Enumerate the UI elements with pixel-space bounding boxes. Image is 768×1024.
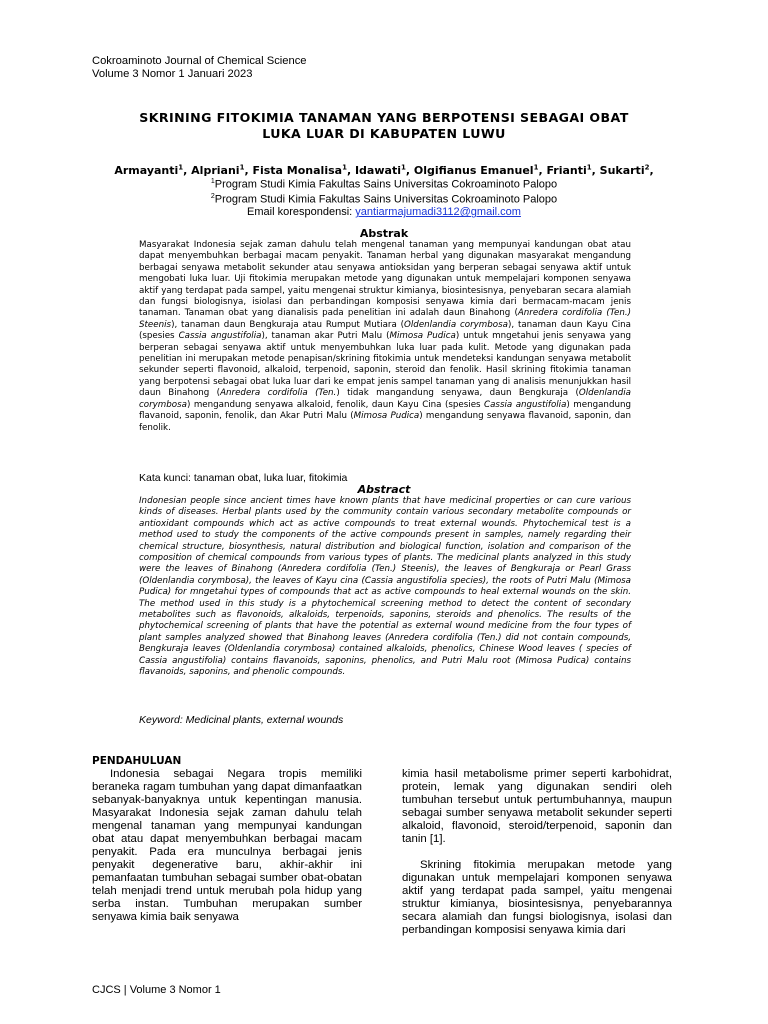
affiliation: $^2$Program Studi Kimia Fakultas Sains Universitas Cokroaminoto Palopo [210,193,558,206]
abstrak-keywords: Kata kunci: tanaman obat, luka luar, fitokimia [139,472,348,484]
affiliations [92,176,676,219]
page-footer: CJCS | Volume 3 Nomor 1 [92,984,221,996]
left-column [92,768,362,924]
author: Armayanti$^1$, [114,163,192,177]
paragraph: Skrining fitokimia merupakan metode yang digunakan untuk mempelajari komponen senyawa aktif yang terdapat pada sampel, yaitu mengenai struktur kimianya, biosintesisnya, penyebarannya secara alamiah dan fungsi biologisnya, isolasi dan perbandingan komposisi senyawa kimia dari [402,859,672,936]
abstrak-body: Masyarakat Indonesia sejak zaman dahulu telah mengenal tanaman yang mempunyai kandungan obat atau dapat menyembuhkan berbagai macam penyakit. Tanaman herbal yang digunakan masyarakat mengandung berbagai senyawa metabolit sekunder atau senyawa antioksidan yang berperan sebagai senyawa aktif untuk mengobati luka luar. Uji fitokimia merupakan metode yang digunakan untuk mempelajari komponen senyawa aktif yang terdapat pada sampel, yaitu mengenai struktur kimianya, biosintesisnya, penyebaran secara alamiah dan fungsi biologisnya, isiolasi dan perbandingan komposisi senyawa kimia dari bermacam-macam jenis tanaman. Tanaman obat yang dianalisis pada penelitian ini adalah daun Binahong (Anredera cordifolia (Ten.) Steenis), tanaman daun Bengkuraja atau Rumput Mutiara (Oldenlandia corymbosa), tanaman daun Kayu Cina (spesies Cassia angustifolia), tanaman akar Putri Malu (Mimosa Pudica) untuk mngetahui jenis senyawa yang berperan sebagai senyawa aktif untuk menyembuhkan luka luar pada kulit. Metode yang digunakan pada penelitian ini merupakan metode penapisan/skrining fitokimia untuk mendeteksi kandungan senyawa metabolit sekunder seperti flavonoid, alkaloid, terpenoid, saponin, steroid dan fenolik. Hasil skrining fitokimia tanaman yang berpotensi sebagai obat luka luar dari ke empat jenis sampel tanaman yang di analisis menunjukkan hasil daun Binahong (Anredera cordifolia (Ten.) tidak mangandung senyawa, daun Bengkuraja (Oldenlandia corymbosa) mengandung senyawa alkaloid, fenolik, daun Kayu Cina (spesies Cassia angustifolia) mengandung flavanoid, saponin, fenolik, dan Akar Putri Malu (Mimosa Pudica) mengandung senyawa flavanoid, saponin, dan fenolik. [139,240,632,433]
paragraph: kimia hasil metabolisme primer seperti karbohidrat, protein, lemak yang digunakan sendiri oleh tumbuhan tersebut untuk pertumbuhannya, maupun sebagai sumber senyawa metabolit sekunder seperti alkaloid, flavonoid, steroid/terpenoid, saponin dan tanin [1]. [402,768,672,845]
journal-volume: Volume 3 Nomor 1 Januari 2023 [92,67,253,80]
title-line-1: SKRINING FITOKIMIA TANAMAN YANG BERPOTENSI SEBAGAI OBAT [139,110,629,125]
abstract-keywords: Keyword: Medicinal plants, external wounds [139,714,344,726]
email-link[interactable]: yantiarmajumadi3112@gmail.com [355,206,521,219]
author: Alpriani$^1$, [191,163,253,177]
author: Idawati$^1$, [354,163,414,177]
abstract-body: Indonesian people since ancient times have known plants that have medicinal properties or can cure various kinds of diseases. Herbal plants used by the community contain various secondary metabolite compounds or antioxidant compounds which act as active compounds to treat external wounds. Phytochemical test is a method used to study the components of the active compounds present in samples, namely regarding their chemical structure, biosynthesis, natural distribution and biological function, isolation and comparison of the composition of chemical compounds from various types of plants. The medicinal plants analyzed in this study were the leaves of Binahong (Anredera cordifolia (Ten.) Steenis), the leaves of Bengkuraja or Pearl Grass (Oldenlandia corymbosa), the leaves of Kayu cina (Cassia angustifolia species), the roots of Putri Malu (Mimosa Pudica) for mngetahui types of compounds that act as active compounds to heal external wounds on the skin. The method used in this study is a phytochemical screening method to detect the content of secondary metabolites such as flavonoids, alkaloids, terpenoids, saponins, steroids and phenolics. The results of the phytochemical screening of plants that have the potential as external wound medicine from the four types of plant samples analyzed showed that Binahong leaves (Anredera cordifolia (Ten.) did not contain compounds, Bengkuraja leaves (Oldenlandia corymbosa) contained alkaloids, phenolics, Chinese Wood leaves ( species of Cassia angustifolia) contains flavanoids, saponins, phenolics, and Putri Malu root (Mimosa Pudica) contains flavanoids, saponins, and phenolic compounds. [139,496,631,678]
section-heading-pendahuluan: PENDAHULUAN [92,755,182,767]
author-list [92,160,676,178]
author: Sukarti$^2$, [599,163,654,177]
paper-title [92,110,676,142]
email-line: Email korespondensi: yantiarmajumadi3112@gmail.com [247,206,521,219]
author: Olgifianus Emanuel$^1$, [413,163,547,177]
journal-header [92,55,307,80]
author: Fista Monalisa$^1$, [252,163,355,177]
abstrak-heading: Abstrak [359,227,409,240]
right-column [402,768,672,937]
author: Frianti$^1$, [546,163,600,177]
abstract-heading: Abstract [357,483,411,496]
journal-name: Cokroaminoto Journal of Chemical Science [92,55,307,67]
affiliation: $^1$Program Studi Kimia Fakultas Sains Universitas Cokroaminoto Palopo [210,178,558,191]
paragraph: Indonesia sebagai Negara tropis memiliki beraneka ragam tumbuhan yang dapat dimanfaatkan sebanyak-banyaknya untuk kepentingan manusia. Masyarakat Indonesia sejak zaman dahulu telah mengenal tanaman yang mempunyai kandungan obat atau dapat menyembuhkan berbagai macam penyakit. Pada era munculnya berbagai jenis penyakit degenerative baru, akhir-akhir ini pemanfaatan tumbuhan sebagai sumber obat-obatan telah menjadi trend untuk merubah pola hidup yang serba instan. Tumbuhan merupakan sumber senyawa kimia baik senyawa [92,768,362,923]
title-line-2: LUKA LUAR DI KABUPATEN LUWU [262,126,506,141]
